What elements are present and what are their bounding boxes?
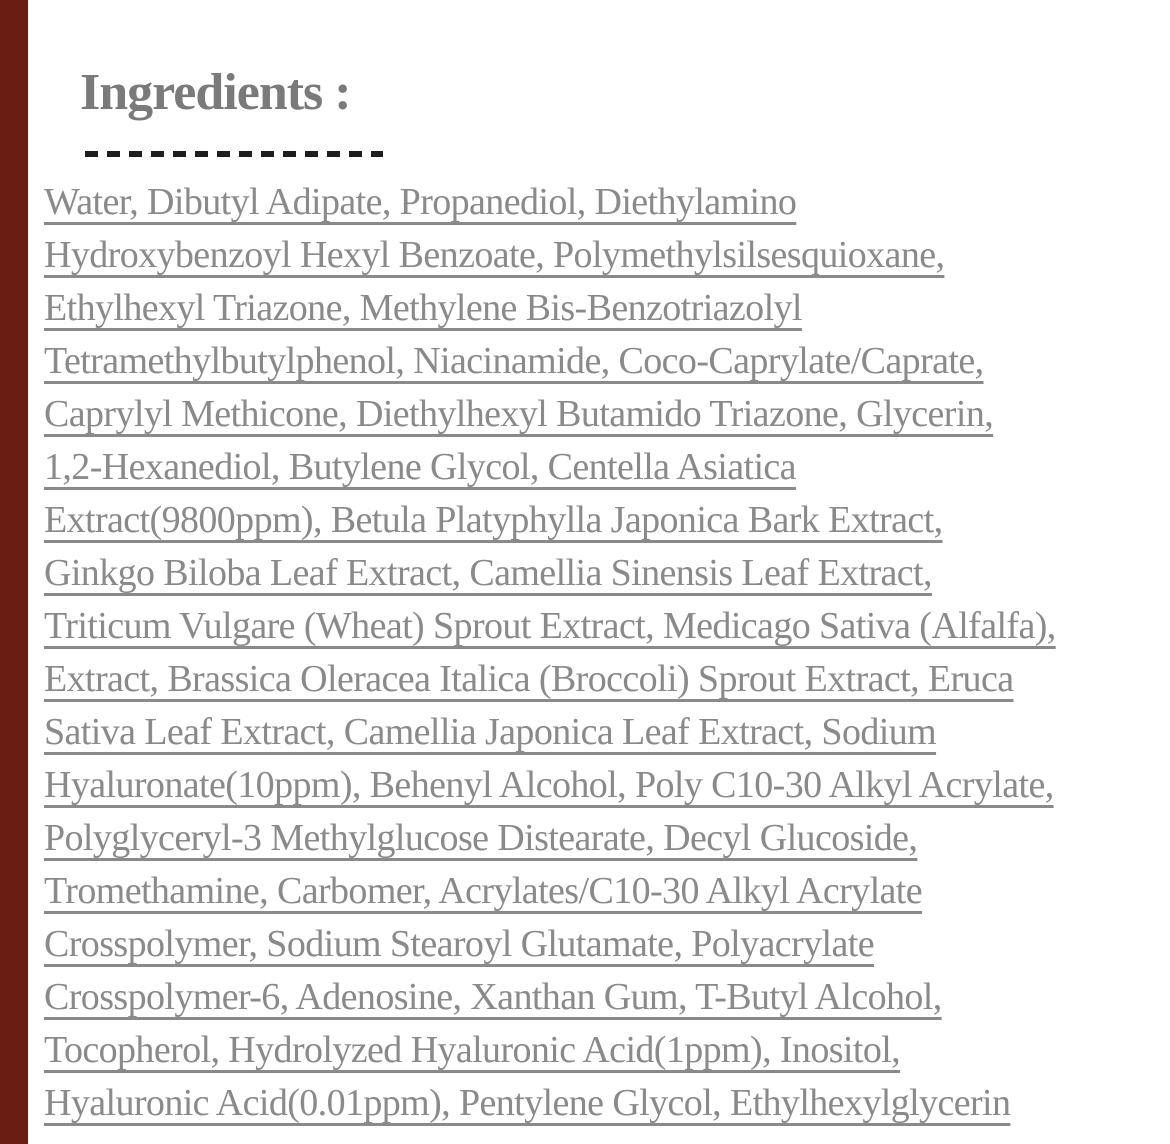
ingredient-line: Tromethamine, Carbomer, Acrylates/C10-30 Alkyl Acrylate	[44, 870, 923, 912]
ingredient-line: Hyaluronic Acid(0.01ppm), Pentylene Glycol, Ethylhexylglycerin	[44, 1082, 1011, 1124]
ingredient-line: Sativa Leaf Extract, Camellia Japonica Leaf Extract, Sodium	[44, 711, 937, 753]
ingredients-title: Ingredients :	[80, 64, 351, 121]
ingredient-line: Water, Dibutyl Adipate, Propanediol, Diethylamino	[44, 181, 797, 223]
ingredient-line: Tocopherol, Hydrolyzed Hyaluronic Acid(1ppm), Inositol,	[44, 1029, 901, 1071]
ingredient-line: Extract(9800ppm), Betula Platyphylla Japonica Bark Extract,	[44, 499, 943, 541]
ingredient-line: Crosspolymer-6, Adenosine, Xanthan Gum, T-Butyl Alcohol,	[44, 976, 942, 1018]
ingredient-line: Crosspolymer, Sodium Stearoyl Glutamate, Polyacrylate	[44, 923, 874, 965]
ingredients-text	[44, 176, 1160, 1130]
ingredient-line: Polyglyceryl-3 Methylglucose Distearate, Decyl Glucoside,	[44, 817, 918, 859]
ingredient-line: Extract, Brassica Oleracea Italica (Broccoli) Sprout Extract, Eruca	[44, 658, 1014, 700]
ingredient-line: Ethylhexyl Triazone, Methylene Bis-Benzotriazolyl	[44, 287, 802, 329]
ingredient-line: Tetramethylbutylphenol, Niacinamide, Coco-Caprylate/Caprate,	[44, 340, 984, 382]
ingredient-line: Triticum Vulgare (Wheat) Sprout Extract, Medicago Sativa (Alfalfa),	[44, 605, 1056, 647]
ingredient-line: Hydroxybenzoyl Hexyl Benzoate, Polymethylsilsesquioxane,	[44, 234, 945, 276]
ingredient-line: Hyaluronate(10ppm), Behenyl Alcohol, Poly C10-30 Alkyl Acrylate,	[44, 764, 1054, 806]
title-dashed-divider	[85, 151, 383, 157]
ingredient-line: Ginkgo Biloba Leaf Extract, Camellia Sinensis Leaf Extract,	[44, 552, 932, 594]
ingredient-line: Caprylyl Methicone, Diethylhexyl Butamido Triazone, Glycerin,	[44, 393, 994, 435]
left-accent-bar	[0, 0, 28, 1144]
ingredient-line: 1,2-Hexanediol, Butylene Glycol, Centella Asiatica	[44, 446, 796, 488]
